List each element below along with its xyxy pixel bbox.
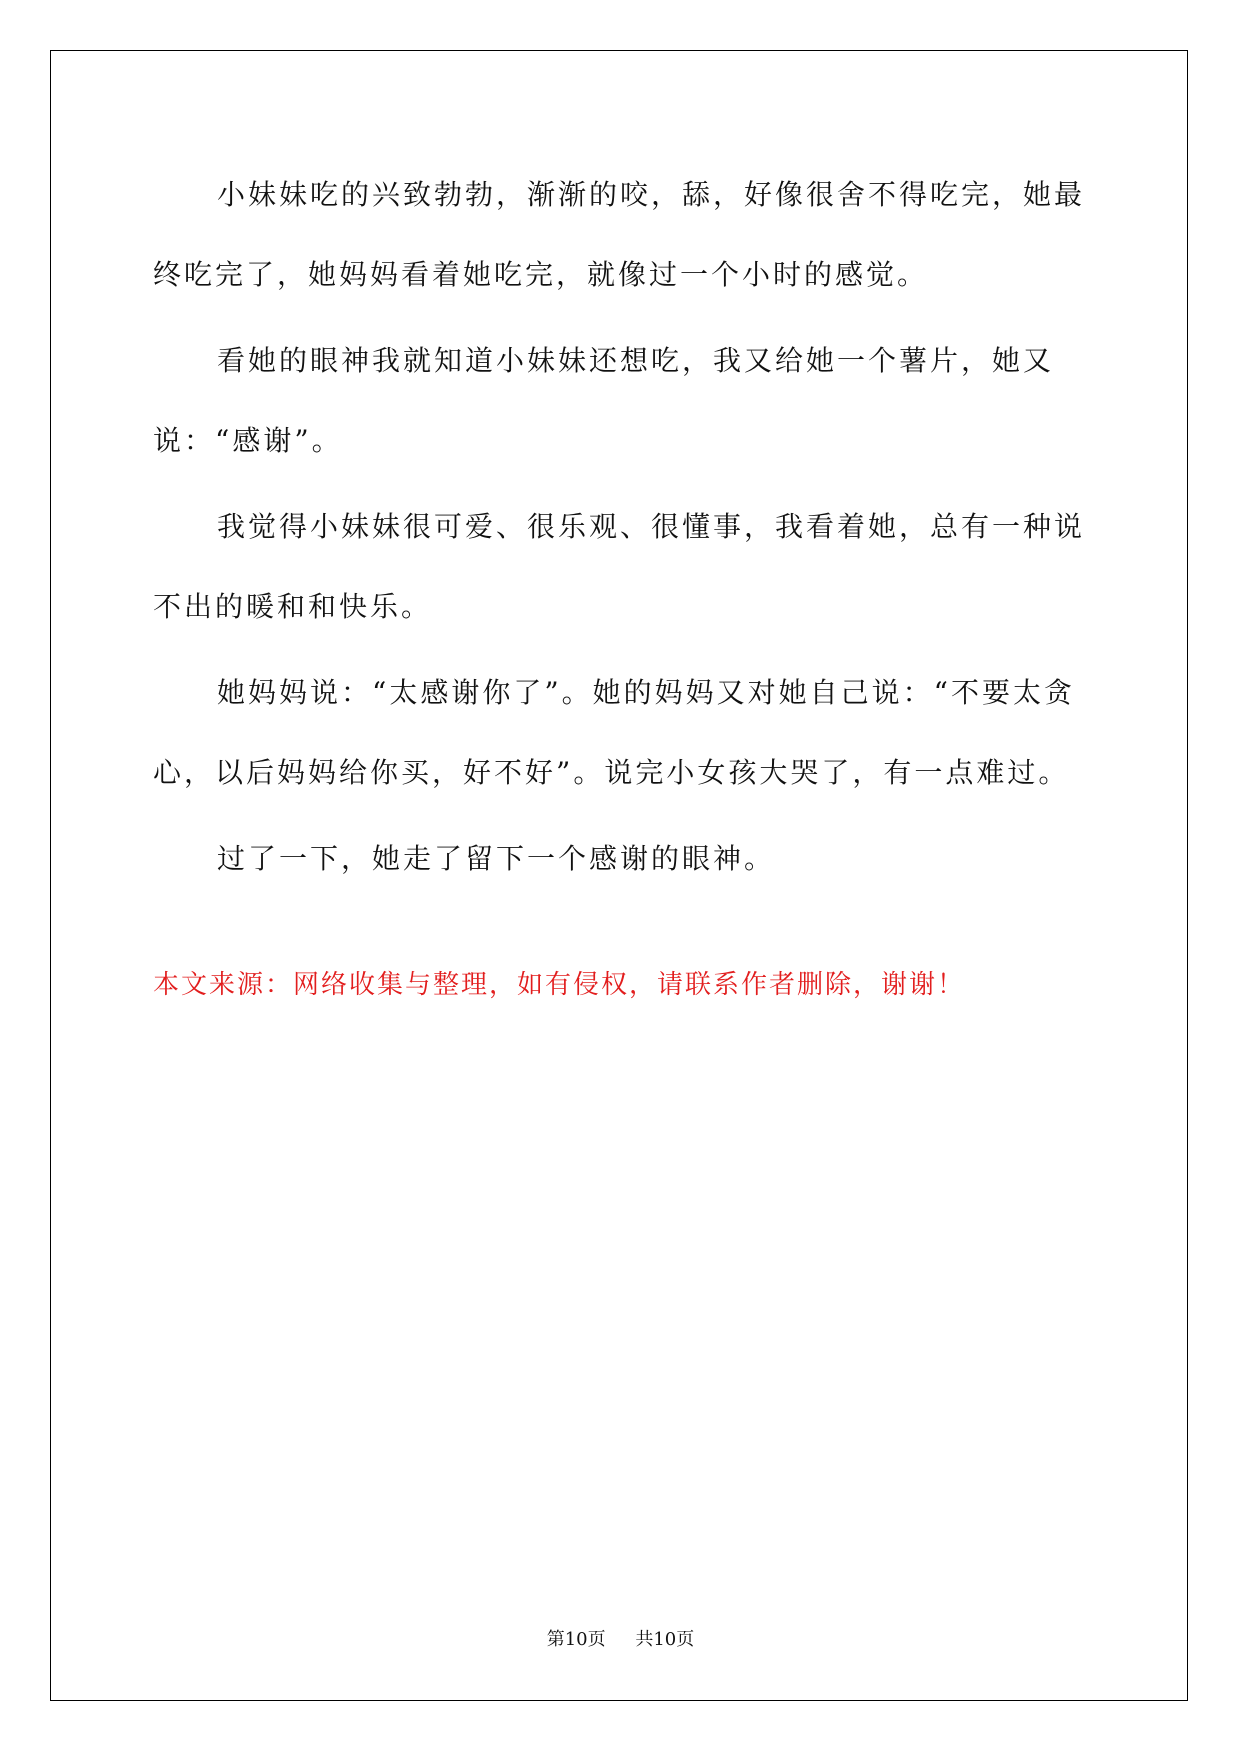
paragraph-3: 我觉得小妹妹很可爱、很乐观、很懂事，我看着她，总有一种说不出的暖和和快乐。 [153,510,1086,623]
paragraph-1: 小妹妹吃的兴致勃勃，渐渐的咬，舔，好像很舍不得吃完，她最终吃完了，她妈妈看着她吃完，就像过一个小时的感觉。 [153,178,1086,291]
page-footer [0,1628,1241,1652]
page-number-total: 共10页 [635,1629,695,1650]
source-disclaimer: 本文来源：网络收集与整理，如有侵权，请联系作者删除，谢谢！ [153,970,966,1000]
document-body [153,155,1095,899]
page-number-current: 第10页 [546,1629,606,1650]
paragraph-2: 看她的眼神我就知道小妹妹还想吃，我又给她一个薯片，她又说：“感谢”。 [153,344,1055,457]
paragraph-4: 她妈妈说：“太感谢你了”。她的妈妈又对她自己说：“不要太贪心，以后妈妈给你买，好不好”。说完小女孩大哭了，有一点难过。 [153,676,1075,789]
paragraph-5: 过了一下，她走了留下一个感谢的眼神。 [217,842,776,875]
